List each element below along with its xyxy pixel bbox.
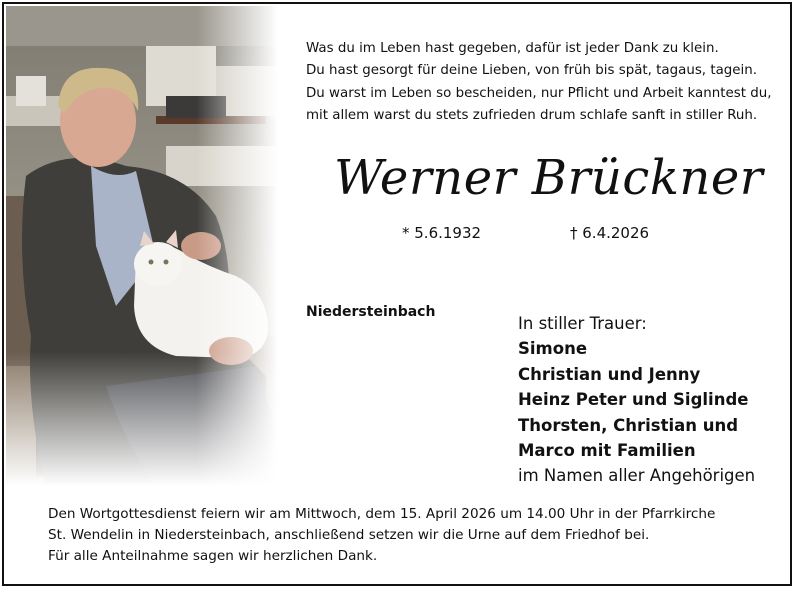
service-notice — [48, 504, 788, 567]
mourner-name: Simone — [518, 339, 588, 359]
death-date: † 6.4.2026 — [570, 224, 650, 242]
mourners-closing: im Namen aller Angehörigen — [518, 466, 756, 486]
memorial-poem — [306, 38, 776, 127]
birth-date: * 5.6.1932 — [402, 224, 482, 242]
poem-line: Du hast gesorgt für deine Lieben, von früh bis spät, tagaus, tagein. — [306, 63, 757, 79]
portrait-photo — [6, 6, 278, 486]
mourners-list — [518, 311, 778, 489]
mourner-name: Marco mit Familien — [518, 441, 696, 461]
poem-line: Was du im Leben hast gegeben, dafür ist jeder Dank zu klein. — [306, 41, 719, 56]
mourner-name: Thorsten, Christian und — [518, 415, 739, 435]
mourner-name: Christian und Jenny — [518, 364, 701, 384]
obituary-card — [2, 2, 792, 586]
service-line: St. Wendelin in Niedersteinbach, anschließend setzen wir die Urne auf dem Friedhof bei. — [48, 527, 650, 543]
service-line: Für alle Anteilnahme sagen wir herzlichen Dank. — [48, 548, 378, 564]
service-line: Den Wortgottesdienst feiern wir am Mittwoch, dem 15. April 2026 um 14.00 Uhr in der Pfarrkirche — [48, 506, 716, 522]
poem-line: mit allem warst du stets zufrieden drum schlafe sanft in stiller Ruh. — [306, 107, 758, 123]
deceased-name: Werner Brückner — [334, 150, 764, 206]
mourner-name: Heinz Peter und Siglinde — [518, 390, 749, 410]
hometown: Niedersteinbach — [306, 304, 436, 320]
poem-line: Du warst im Leben so bescheiden, nur Pflicht und Arbeit kanntest du, — [306, 85, 772, 101]
mourners-intro: In stiller Trauer: — [518, 314, 647, 333]
